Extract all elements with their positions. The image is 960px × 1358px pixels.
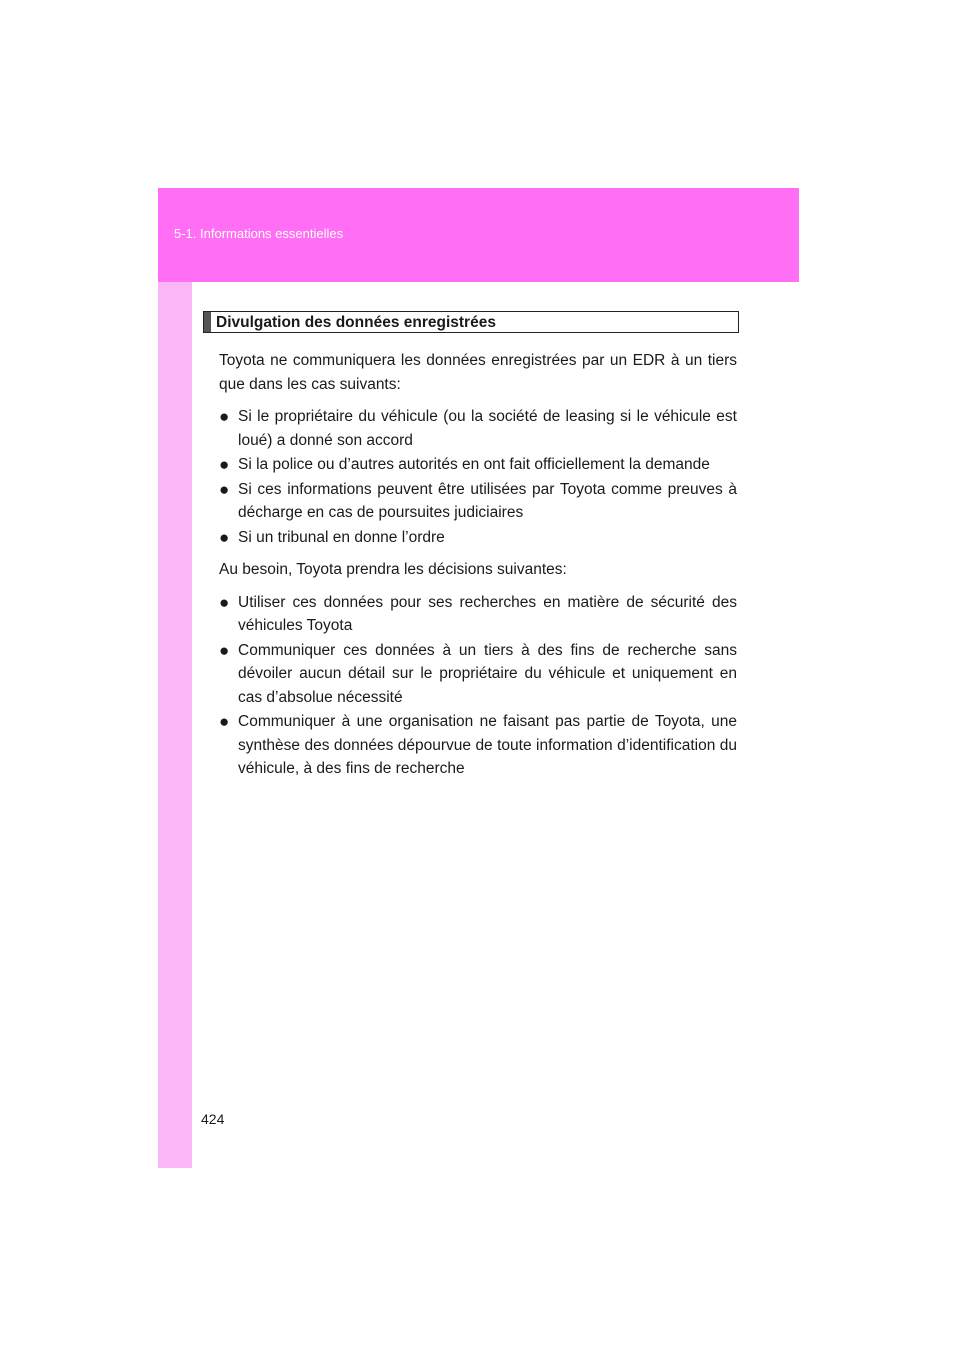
- chapter-header-band: [158, 188, 799, 282]
- page-number: 424: [201, 1111, 225, 1127]
- list-item-text: Communiquer à une organisation ne faisant pas partie de Toyota, une synthèse des données dépourvue de toute information d’identification du véhicule, à des fins de recherche: [238, 713, 737, 777]
- list-item: [219, 405, 737, 452]
- list-item-text: Si ces informations peuvent être utilisées par Toyota comme preuves à décharge en cas de poursuites judiciaires: [238, 480, 737, 521]
- body-content: [219, 349, 737, 782]
- intro2-paragraph: Au besoin, Toyota prendra les décisions suivantes:: [219, 561, 567, 578]
- list-item: [219, 478, 737, 525]
- section-label: 5-1. Informations essentielles: [174, 226, 344, 241]
- bullet-icon: ●: [219, 455, 230, 474]
- list-item-text: Si le propriétaire du véhicule (ou la société de leasing si le véhicule est loué) a donné son accord: [238, 408, 737, 449]
- list-item-text: Si un tribunal en donne l’ordre: [238, 528, 445, 546]
- bullet-icon: ●: [219, 407, 230, 426]
- list-item-text: Si la police ou d’autres autorités en ont fait officiellement la demande: [238, 456, 710, 473]
- section-title-box: [203, 311, 739, 333]
- bullet-icon: ●: [219, 640, 230, 660]
- section-title-bar: [204, 312, 211, 332]
- list-item: [219, 639, 737, 710]
- bullet-icon: ●: [219, 712, 230, 731]
- list-item: [219, 526, 737, 550]
- list-item-text: Communiquer ces données à un tiers à des fins de recherche sans dévoiler aucun détail sur le propriétaire du véhicule et uniquement en cas d’absolue nécessité: [238, 641, 737, 706]
- section-title: Divulgation des données enregistrées: [216, 314, 496, 331]
- intro-paragraph: Toyota ne communiquera les données enregistrées par un EDR à un tiers que dans les cas suivants:: [219, 352, 737, 393]
- list-item: [219, 710, 737, 781]
- side-tab-strip: [158, 282, 192, 1168]
- bullet-icon: ●: [219, 592, 230, 612]
- bullet-icon: ●: [219, 527, 230, 547]
- list-item-text: Utiliser ces données pour ses recherches en matière de sécurité des véhicules Toyota: [238, 593, 737, 634]
- bullet-icon: ●: [219, 479, 230, 499]
- list-item: [219, 591, 737, 638]
- list-item: [219, 453, 737, 477]
